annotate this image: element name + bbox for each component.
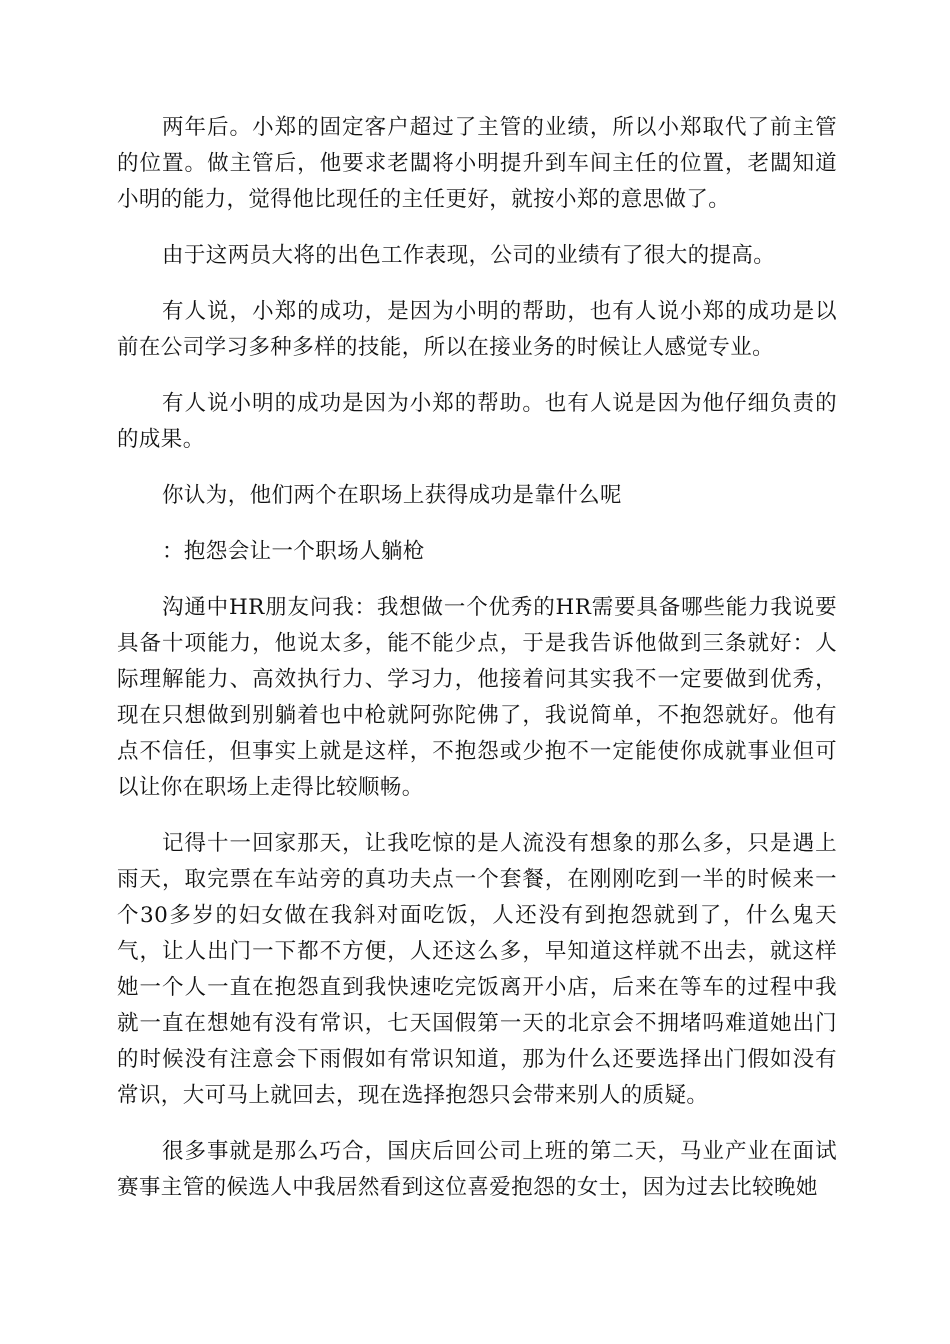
paragraph-7: 沟通中HR朋友问我：我想做一个优秀的HR需要具备哪些能力我说要具备十项能力，他说太多，能不能少点，于是我告诉他做到三条就好：人际理解能力、高效执行力、学习力，他接着问其实我不一定要做到优秀，现在只想做到别躺着也中枪就阿弥陀佛了，我说简单，不抱怨就好。他有点不信任，但事实上就是这样，不抱怨或少抱不一定能使你成就事业但可以让你在职场上走得比较顺畅。 bbox=[117, 595, 837, 800]
paragraph-9: 很多事就是那么巧合，国庆后回公司上班的第二天，马业产业在面试赛事主管的候选人中我居然看到这位喜爱抱怨的女士，因为过去比较晚她 bbox=[117, 1139, 837, 1200]
paragraph-2: 由于这两员大将的出色工作表现，公司的业绩有了很大的提高。 bbox=[162, 243, 776, 268]
paragraph-3: 有人说，小郑的成功，是因为小明的帮助，也有人说小郑的成功是以前在公司学习多种多样的技能，所以在接业务的时候让人感觉专业。 bbox=[117, 299, 837, 360]
paragraph-6: ：抱怨会让一个职场人躺枪 bbox=[162, 539, 425, 564]
paragraph-4: 有人说小明的成功是因为小郑的帮助。也有人说是因为他仔细负责的的成果。 bbox=[117, 391, 837, 452]
document-body bbox=[117, 110, 837, 1226]
paragraph-1: 两年后。小郑的固定客户超过了主管的业绩，所以小郑取代了前主管的位置。做主管后，他要求老闆将小明提升到车间主任的位置，老闆知道小明的能力，觉得他比现任的主任更好，就按小郑的意思做了。 bbox=[117, 115, 837, 212]
paragraph-5: 你认为，他们两个在职场上获得成功是靠什么呢 bbox=[162, 483, 622, 508]
paragraph-8: 记得十一回家那天，让我吃惊的是人流没有想象的那么多，只是遇上雨天，取完票在车站旁的真功夫点一个套餐，在刚刚吃到一半的时候来一个30多岁的妇女做在我斜对面吃饭，人还没有到抱怨就到了，什么鬼天气，让人出门一下都不方便，人还这么多，早知道这样就不出去，就这样她一个人一直在抱怨直到我快速吃完饭离开小店，后来在等车的过程中我就一直在想她有没有常识，七天国假第一天的北京会不拥堵吗难道她出门的时候没有注意会下雨假如有常识知道，那为什么还要选择出门假如没有常识，大可马上就回去，现在选择抱怨只会带来别人的质疑。 bbox=[117, 831, 837, 1108]
